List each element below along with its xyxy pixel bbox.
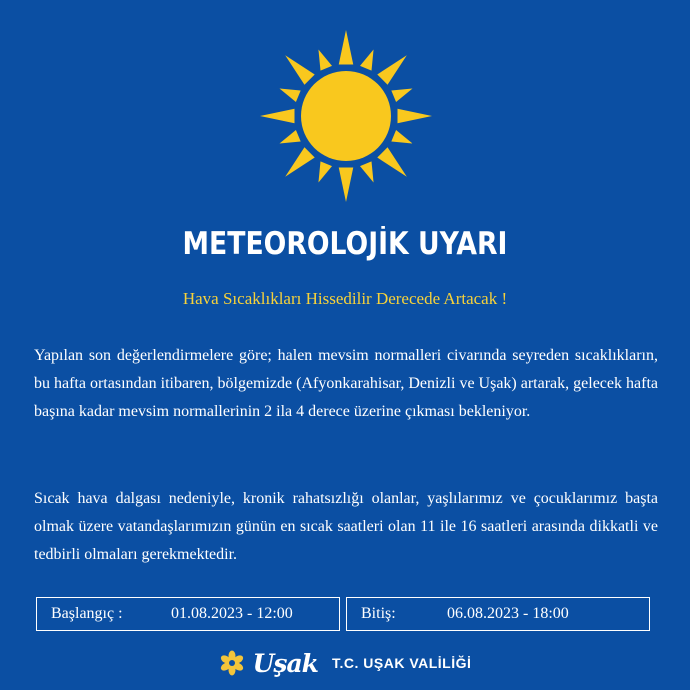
sun-ray	[318, 49, 332, 70]
start-date-box	[36, 597, 340, 631]
sun-ray	[339, 167, 354, 202]
sun-ray	[377, 55, 407, 85]
sun-ray	[397, 109, 432, 124]
paragraph-forecast: Yapılan son değerlendirmelere göre; halen mevsim normalleri civarında seyreden sıcaklıkların, bu hafta ortasından itibaren, bölgemizde (Afyonkarahisar, Denizli ve Uşak) artarak, gelecek hafta başına kadar mevsim normallerinin 2 ila 4 derece üzerine çıkması bekleniyor.	[34, 347, 658, 420]
date-range	[36, 597, 650, 631]
sun-ray	[360, 49, 374, 70]
usak-flower-logo-icon	[219, 650, 245, 676]
sun-ray	[360, 161, 374, 182]
page-title: METEOROLOJİK UYARI	[182, 226, 508, 262]
sun-ray	[279, 88, 300, 102]
start-date-value: 01.08.2023 - 12:00	[171, 605, 293, 622]
start-date-label: Başlangıç :	[51, 605, 123, 622]
sun-ray	[339, 30, 354, 65]
authority-name: T.C. UŞAK VALİLİĞİ	[331, 655, 472, 671]
sun-ray	[260, 109, 295, 124]
usak-logo-text: Uşak	[252, 648, 318, 678]
sun-ray	[285, 147, 315, 177]
end-date-label: Bitiş:	[361, 605, 396, 622]
page-subtitle: Hava Sıcaklıkları Hissedilir Derecede Artacak !	[182, 289, 508, 308]
sun-ray	[279, 130, 300, 144]
paragraph-advice: Sıcak hava dalgası nedeniyle, kronik rahatsızlığı olanlar, yaşlılarımız ve çocuklarımız başta olmak üzere vatandaşlarımızın günün en sıcak saatleri olan 11 ile 16 saatleri arasında dikkatli ve tedbirli olmaları gerekmektedir.	[34, 490, 658, 563]
sun-ray	[285, 55, 315, 85]
footer	[0, 644, 690, 682]
sun-ray	[391, 130, 412, 144]
sun-icon	[258, 28, 434, 204]
end-date-value: 06.08.2023 - 18:00	[447, 605, 569, 622]
sun-ray	[377, 147, 407, 177]
end-date-box	[346, 597, 650, 631]
sun-ray	[391, 88, 412, 102]
sun-ray	[318, 161, 332, 182]
